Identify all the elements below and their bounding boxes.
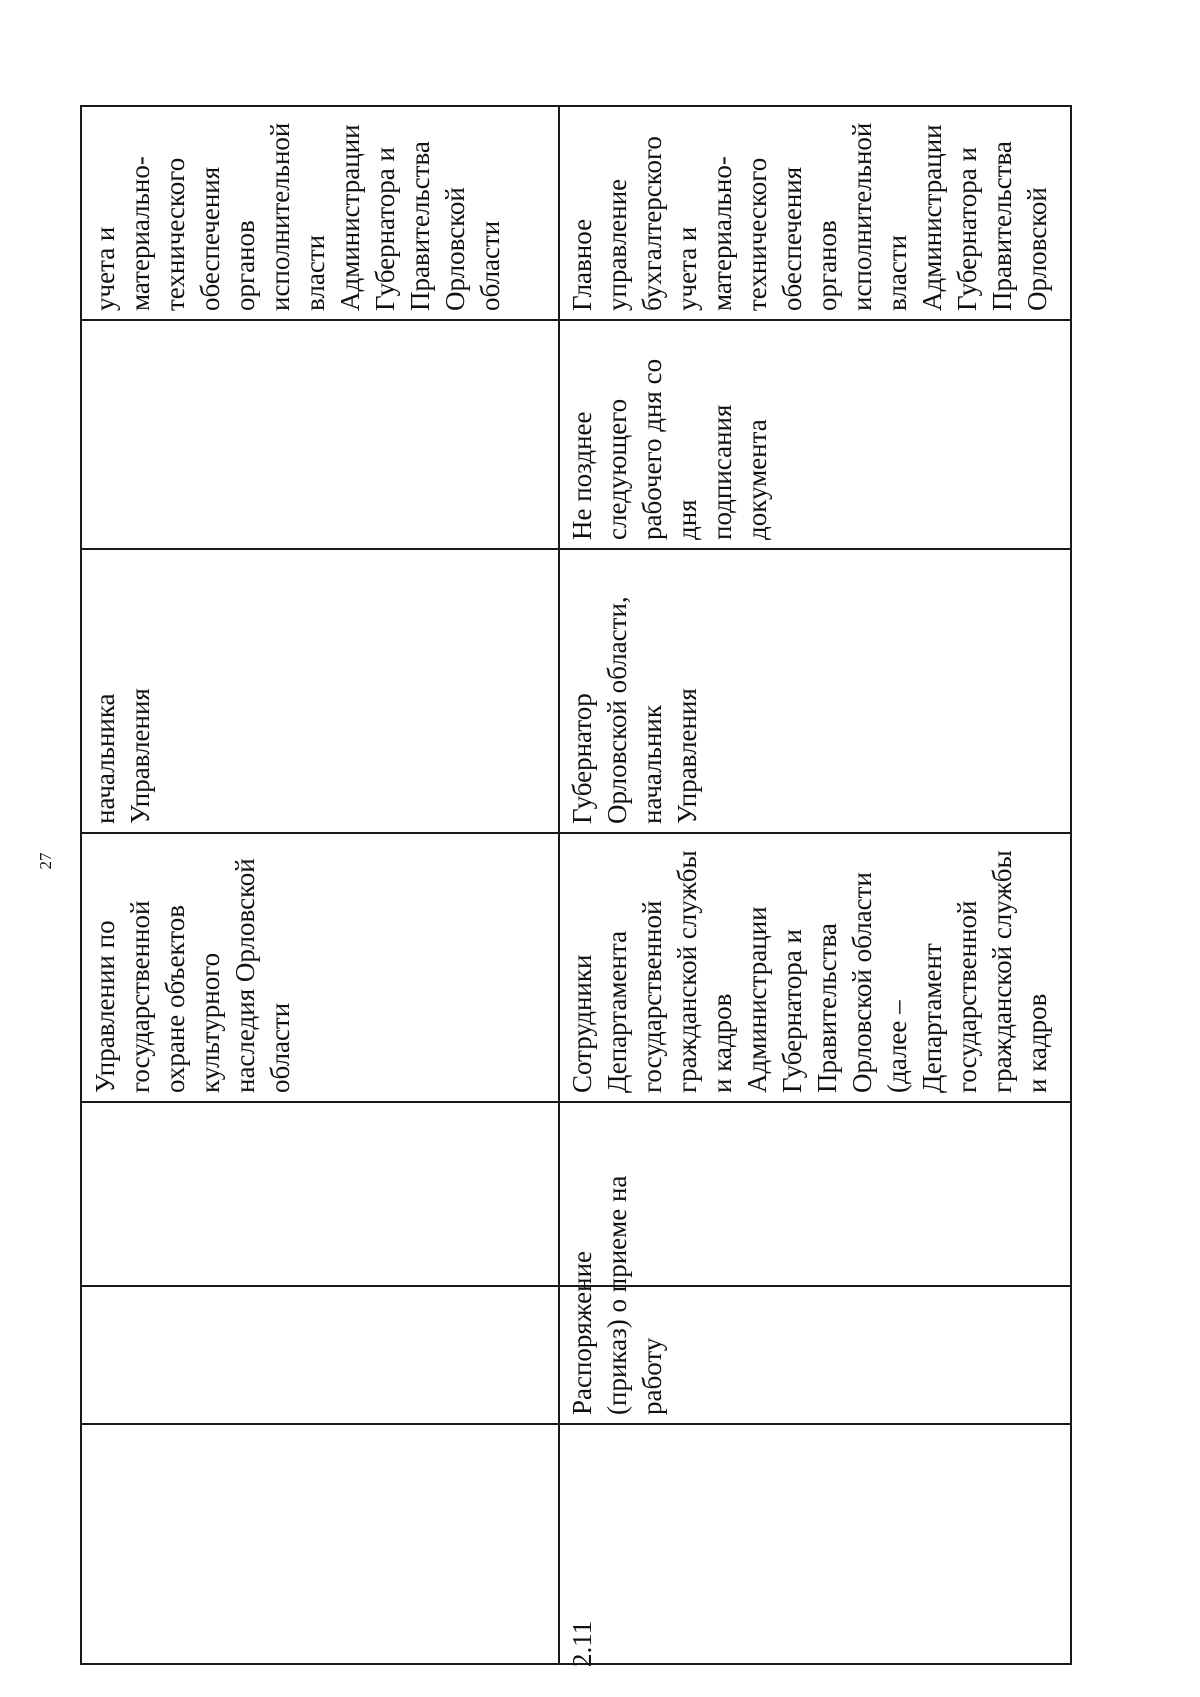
table-cell-employees — [82, 832, 558, 1101]
row-2 — [559, 107, 1072, 1667]
table-cell-document — [559, 1101, 1072, 1423]
cell-text: Распоряжение (приказ) о приеме на работу — [567, 1175, 667, 1415]
table-cell-recipient — [82, 107, 558, 319]
table-cell-deadline — [559, 319, 1072, 548]
cell-text: Управлении по государственной охране объектов культурного наследия Орловской области — [90, 858, 295, 1093]
table-cell-employees — [559, 832, 1072, 1101]
document-table — [80, 105, 1072, 1665]
table-cell-signer — [82, 548, 558, 832]
cell-text: Не позднее следующего рабочего дня со дня подписания документа — [567, 358, 772, 540]
table-cell-number — [559, 1423, 1072, 1667]
cell-text: Губернатор Орловской области, начальник Управления — [567, 596, 702, 824]
row-1 — [82, 107, 558, 1667]
table-cell-signer — [559, 548, 1072, 832]
cell-text: 2.11 — [567, 1620, 597, 1667]
cell-text: Главное управление бухгалтерского учета и материально- технического обеспечения органов исполнительной власти Администрации Губернатора и Правительства Орловской — [567, 122, 1052, 311]
cell-text: Сотрудники Департамента государственной гражданской службы и кадров Администрации Губернатора и Правительства Орловской области (далее – Департамент государственной гражданской службы и кадров — [567, 850, 1052, 1093]
cell-text: начальника Управления — [90, 688, 155, 824]
cell-text: учета и материально- технического обеспечения органов исполнительной власти Администрации Губернатора и Правительства Орловской области — [90, 122, 505, 311]
table-cell-recipient — [559, 107, 1072, 319]
page-number: 27 — [36, 852, 55, 870]
